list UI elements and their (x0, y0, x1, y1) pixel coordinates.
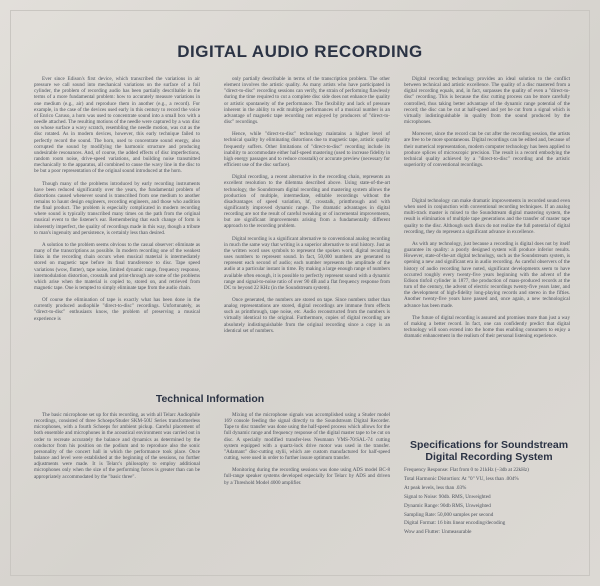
spec-item: Dynamic Range: 90db RMS, Unweighted (404, 502, 491, 509)
spec-item: Frequency Response: Flat from 0 to 21kHz (–3db at 22kHz) (404, 467, 529, 473)
article-column-2 (224, 76, 390, 340)
paragraph: Moreover, since the record can be cut after the recording session, the artists are free to be more spontaneous. Digital recordings can be edited and, because of their numerical representation, modern computer technology has been applied to produce splices of microscopic precision. The result is a record embodying the technical quality achieved by a "direct-to-disc" recording and the artistic superiority of conventional recordings. (404, 131, 570, 169)
specifications-list (404, 466, 580, 537)
paragraph: Digital recording technology provides an ideal solution to the conflict between technical and artistic excellence. The quality of a disc mastered from a digital recording equals, and, in fact, surpasses the quality of even a "direct-to-disc" recording. This is because the disc cutting process can be more carefully controlled, thus taking better advantage of the dynamic range potential of the record; the disc can be cut at half-speed and yet be cut from a signal which is virtually indistinguishable in quality from the sound produced by the microphones. (404, 76, 570, 126)
spec-item: Wow and Flutter: Unmeasurable (404, 529, 472, 536)
paragraph: Digital recording, a recent alternative in the recording chain, represents an excellent resolution to the dilemma described above. Using state-of-the-art technology, the Soundstream digital recording and mastering system allows the production of multiple, intermediate, editable recordings without the disadvantages of speed variation, hf, crosstalk, printthrough and with significantly improved dynamic range. The dramatic advantages in digital recording are not the result of careful tweaking or of incremental improvements, but are significant improvements arising from a fundamentally different approach to the recording problem. (224, 174, 390, 230)
technical-column-1 (34, 412, 200, 486)
spec-item: Signal to Noise: 90db. RMS, Unweighted (404, 493, 491, 500)
article-column-3-continued (404, 198, 570, 345)
spec-item: Sampling Rate: 50,000 samples per second (404, 511, 494, 518)
paragraph: Hence, while "direct-to-disc" technology maintains a higher level of technical quality by eliminating distortions due to magnetic tape, artistic quality frequently suffers. Other limitations of "direct-to-disc" recording include its inability to accommodate either half-speed mastering (used to increase fidelity in high energy passages and to reduce crosstalk) or accurate preview (necessary for efficient use of the disc surface). (224, 131, 390, 169)
paragraph: Though many of the problems introduced by early recording instruments have been reduced significantly over the years, the fundamental problem of distortions caused whenever sound is transcribed from one medium to another remains to haunt design engineers, recording engineers, and those who audition the final product. The problem is especially complicated in modern recording where sound is typically transcribed many times on the path from the original musical event to the listener's ear. Remembering that each change of form is inherently imperfect, the quality of recordings made in this way, though a tribute to man's ingenuity and persistence, is certainly less than desired. (34, 180, 200, 236)
paragraph: Monitoring during the recording sessions was done using ADS model BC-8 full-range speaker systems developed especially for Telarc by ADS and driven by a Threshold Model 4000 amplifier. (224, 467, 390, 486)
paragraph: As with any technology, just because a recording is digital does not by itself guarantee its quality: a poorly designed system will produce inferior results. However, state-of-the-art digital technology, such as the Soundstream system, is opening a new and significant era in audio recording. As careful observers of the history of audio recording have noted, significant developments seem to have occurred roughly every twenty-five years beginning with the advent of the Edison tinfoil cylinder in 1877, the production of mass-produced records at the turn of the century, the advent of electric recordings twenty-five years later, and the development of high-fidelity long-playing records and stereo in the fifties. Another twenty-five years have passed and, once again, a new technological advance has been made. (404, 240, 570, 309)
paragraph: The basic microphone set up for this recording, as with all Telarc Audiophile recordings, consisted of three Schoeps/Studer SKM-50U Series transformerless microphones, with a fourth Schoeps for ambient pickup. Careful placement of both ensemble and microphones in the acoustical environment was carried out in order to recreate accurately the balance and dynamics as determined by the conductor from his position on the podium and to reproduce also the sonic personality of the concert hall in which the performance took place. Once balance and level were established at the beginning of the sessions, no further adjustments were made. It is Telarc's philosophy to employ additional microphones only when the size of the performing forces is greater than can be appropriately accommodated by the "basic three". (34, 412, 200, 480)
article-column-3 (404, 76, 570, 174)
specifications-heading-line-1: Specifications for Soundstream (409, 439, 569, 451)
specifications-heading (404, 439, 574, 463)
paragraph: The future of digital recording is assured and promises more than just a way of making a better record. In fact, one can confidently predict that digital technology will soon extend into the home thus enabling consumers to enjoy a dramatic enhancement in the realism of their personal listening experience. (404, 314, 570, 340)
paragraph: A solution to the problem seems obvious to the casual observer: eliminate as many of the transcriptions as possible. In modern recording one of the weakest links in the recording chain occurs when musical material is intermediately stored on magnetic tape before its final transference to disc. Tape speed variations (wow, flutter), tape noise, limited dynamic range, frequency response, intermodulation distortion, crosstalk and print-through are some of the problems which arise when the material is copied to, stored on, and retrieved from magnetic tape. One is tempted to simply eliminate tape from the audio chain. (34, 241, 200, 291)
paragraph: Digital recording is a significant alternative to conventional analog recording in much the same way that writing is a superior alternative to oral history. Just as the written word uses symbols to represent the spoken word, digital recording uses numbers to represent sound. In fact, 50,000 numbers are generated to represent each second of audio; each number represents the amplitude of the audio at a particular instant in time. By making a large enough range of numbers available often enough, it is possible to perfectly represent sound with a dynamic range and signal-to-noise ratio of over 90 dB and a flat frequency response from DC to beyond 22 KHz (in the Soundstream system). (224, 235, 390, 291)
paragraph: only partially describable in terms of the transcription problem. The other element involves the artistic quality. As many artists who have participated in "direct-to-disc" recording sessions can verify, the strain of performing flawlessly during the time required to cut a complete disc side does not enhance the quality or artistic spontaneity of the performance. The flexibility and lack of pressure inherent in the ability to edit multiple performances of a musical number is an advantage of magnetic tape recording not enjoyed by producers of "direct-to-disc" recordings. (224, 76, 390, 126)
technical-information-heading: Technical Information (155, 393, 265, 405)
paragraph: Ever since Edison's first device, which transcribed the variations in air pressure we call sound into mechanical variations on the surface of a foil cylinder, the problem of recording audio has been partially describable in the terms of a more fundamental problem: how to accurately measure variations in one medium (e.g., air) and reproduce them in another (e.g., a record). For example, in the case of the devices used early in this century to record the voice of Enrico Caruso, a horn was used to concentrate sound into a small box with a needle attached. The resulting motions of the needle were captured by a wax disc on whose surface a wavy scratch, resembling the needle motion, was cut as the disc rotated. As in modern devices, however, this early technique failed to perfectly record the sound. The horn, used to concentrate sound energy, also corrupted the sound by modifying the harmonic structure and producing undesirable resonances. And, of course, the added effects of disc imperfections, random room noise, drive-speed variations, and building noise transmitted mechanically to the apparatus, all combined to cause the wavy line in the disc to be but a poor representation of the original sound introduced at the horn. (34, 76, 200, 175)
page-title: DIGITAL AUDIO RECORDING (177, 42, 423, 61)
technical-column-2 (224, 412, 390, 492)
specifications-heading-line-2: Digital Recording System (425, 451, 553, 463)
article-column-1 (34, 76, 200, 328)
paragraph: Of course the elimination of tape is exactly what has been done in the currently produced audiophile "direct-to-disc" recordings. Unfortunately, as "direct-to-disc" enthusiasts know, the problem of preserving a musical experience is (34, 297, 200, 322)
paragraph: Digital technology can make dramatic improvements in recorded sound even when used in conjunction with conventional recording techniques. If an analog multi-track master is mixed to the Soundstream digital mastering system, the result is elimination of multiple tape generations and the transfer of master tape quality to the disc. Although such discs do not realize the full potential of digital recording, they do represent a significant advance in excellence. (404, 198, 570, 235)
spec-item: At peak levels, less than .03% (404, 484, 467, 491)
spec-item: Total Harmonic Distortion: At "0" VU, less than .004% (404, 475, 519, 482)
spec-item: Digital Format: 16 bits linear encoding/decoding (404, 520, 506, 527)
paragraph: Once generated, the numbers are stored on tape. Since numbers rather than analog representations are stored, digital recordings are immune from effects such as printthrough, tape noise, etc. Audio reconstructed from the numbers is virtually identical to the original. Furthermore, copies of digital recording are absolutely indistinguishable from the original recording since a copy is an identical set of numbers. (224, 297, 390, 334)
paragraph: Mixing of the microphone signals was accomplished using a Studer model 169 console feeding the signal directly to the Soundstream Digital Recorder. Tape to disc transfer was done using the half-speed process which allows for the full dynamic range and frequency response of the digital master tape to be cut on disc. A specially modified transfer-less Neumann VMS-70/SAL-74 cutting system equipped with a quartz-lock drive motor was used in the transfer. "Adamant" disc-cutting stylii, which are custom manufactured for half-speed cutting, were used in order to further insure optimum transfer. (224, 412, 390, 462)
